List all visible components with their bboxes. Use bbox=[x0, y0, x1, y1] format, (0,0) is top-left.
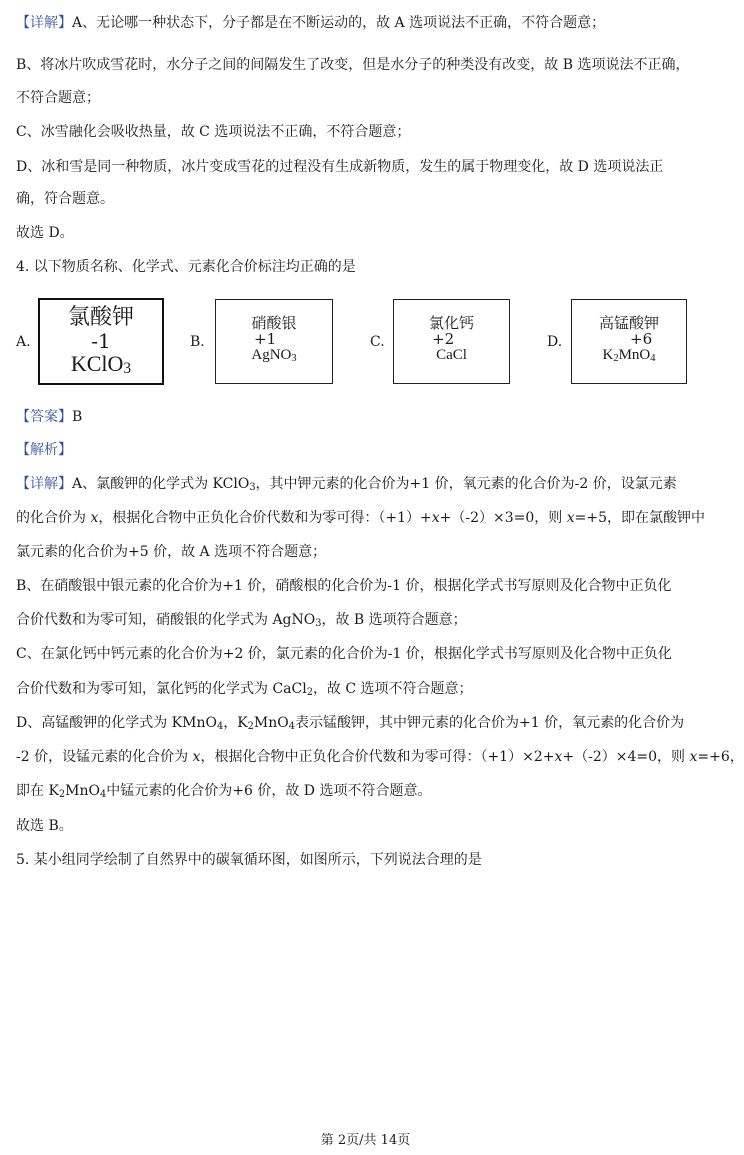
explanation-line: C、在氯化钙中钙元素的化合价为+2 价，氯元素的化合价为-1 价，根据化学式书写原则及化合物中正负化 bbox=[16, 646, 672, 662]
option-d-letter: D. bbox=[547, 334, 563, 350]
option-c-letter: C. bbox=[370, 334, 385, 350]
option-c-formula: CaCl bbox=[436, 346, 467, 363]
detail-line-7: 故选 D。 bbox=[16, 225, 74, 241]
detail-line-5: D、冰和雪是同一种物质，冰片变成雪花的过程没有生成新物质，发生的属于物理变化，故 D 选项说法正 bbox=[16, 159, 664, 175]
explanation-line: 即在 $K_2MnO_4$中锰元素的化合价为+6 价，故 D 选项不符合题意。 bbox=[16, 783, 432, 800]
option-b-formula: AgNO$_3$ bbox=[251, 346, 297, 364]
explanation-line: 故选 B。 bbox=[16, 818, 73, 834]
explanation-line: 5. 某小组同学绘制了自然界中的碳氧循环图，如图所示，下列说法合理的是 bbox=[16, 852, 482, 868]
detail-tag: 【详解】 bbox=[16, 15, 72, 31]
explanation-line: 【详解】A、氯酸钾的化学式为 KClO$_3$，其中钾元素的化合价为+1 价，氧元素的化合价为-2 价，设氯元素 bbox=[16, 476, 677, 493]
option-b-valence: +1 bbox=[254, 329, 277, 348]
analysis-line bbox=[16, 441, 72, 459]
option-a-valence: -1 bbox=[91, 329, 111, 354]
option-a-letter: A. bbox=[16, 334, 31, 350]
option-d-formula: $K_2MnO_4$ bbox=[602, 346, 656, 364]
detail-line-1: 【详解】A、无论哪一种状态下，分子都是在不断运动的，故 A 选项说法不正确，不符合题意； bbox=[16, 15, 606, 31]
option-a-formula: KClO$_3$ bbox=[70, 351, 132, 378]
option-a-name: 氯酸钾 bbox=[67, 305, 134, 330]
question-4: 4. 以下物质名称、化学式、元素化合价标注均正确的是 bbox=[16, 259, 356, 275]
detail-line-6: 确，符合题意。 bbox=[16, 191, 114, 207]
option-d-name: 高锰酸钾 bbox=[598, 314, 659, 332]
explanation-line: 合价代数和为零可知，硝酸银的化学式为 AgNO$_3$，故 B 选项符合题意； bbox=[16, 612, 467, 629]
explanation-line: 合价代数和为零可知，氯化钙的化学式为 CaCl$_2$，故 C 选项不符合题意； bbox=[16, 681, 473, 698]
explanation-line: B、在硝酸银中银元素的化合价为+1 价，硝酸根的化合价为-1 价，根据化学式书写原则及化合物中正负化 bbox=[16, 578, 672, 594]
explanation-line: 的化合价为 x，根据化合物中正负化合价代数和为零可得：（+1）+x+（-2）×3=0，则 x=+5，即在氯酸钾中 bbox=[16, 510, 706, 526]
detail-line-4: C、冰雪融化会吸收热量，故 C 选项说法不正确，不符合题意； bbox=[16, 124, 411, 140]
option-b-name: 硝酸银 bbox=[251, 314, 297, 332]
analysis-tag: 【解析】 bbox=[16, 442, 72, 458]
answer-tag: 【答案】 bbox=[16, 409, 72, 425]
detail-line-2: B、将冰片吹成雪花时，水分子之间的间隔发生了改变，但是水分子的种类没有改变，故 B 选项说法不正确， bbox=[16, 57, 690, 73]
explanation-line: D、高锰酸钾的化学式为 KMnO$_4$，$K_2MnO_4$表示锰酸钾，其中钾元素的化合价为+1 价，氧元素的化合价为 bbox=[16, 715, 685, 732]
answer-value: B bbox=[72, 409, 83, 425]
option-d-valence: +6 bbox=[630, 329, 653, 348]
option-c-name: 氯化钙 bbox=[428, 314, 474, 332]
detail-tag: 【详解】 bbox=[16, 476, 72, 492]
answer-line bbox=[16, 408, 82, 426]
explanation-line: -2 价，设锰元素的化合价为 x，根据化合物中正负化合价代数和为零可得：（+1）×2+x+（-2）×4=0，则 x=+6， bbox=[16, 749, 744, 765]
option-c-box[interactable] bbox=[393, 299, 510, 384]
explanation-line: 氯元素的化合价为+5 价，故 A 选项不符合题意； bbox=[16, 544, 327, 560]
option-a-box[interactable] bbox=[38, 298, 164, 385]
option-b-letter: B. bbox=[190, 334, 205, 350]
option-b-box[interactable] bbox=[215, 299, 333, 384]
detail-line-3: 不符合题意； bbox=[16, 90, 100, 106]
page-footer: 第 2页/共 14页 bbox=[320, 1133, 411, 1148]
option-d-box[interactable] bbox=[571, 299, 687, 384]
option-c-valence: +2 bbox=[432, 329, 455, 348]
